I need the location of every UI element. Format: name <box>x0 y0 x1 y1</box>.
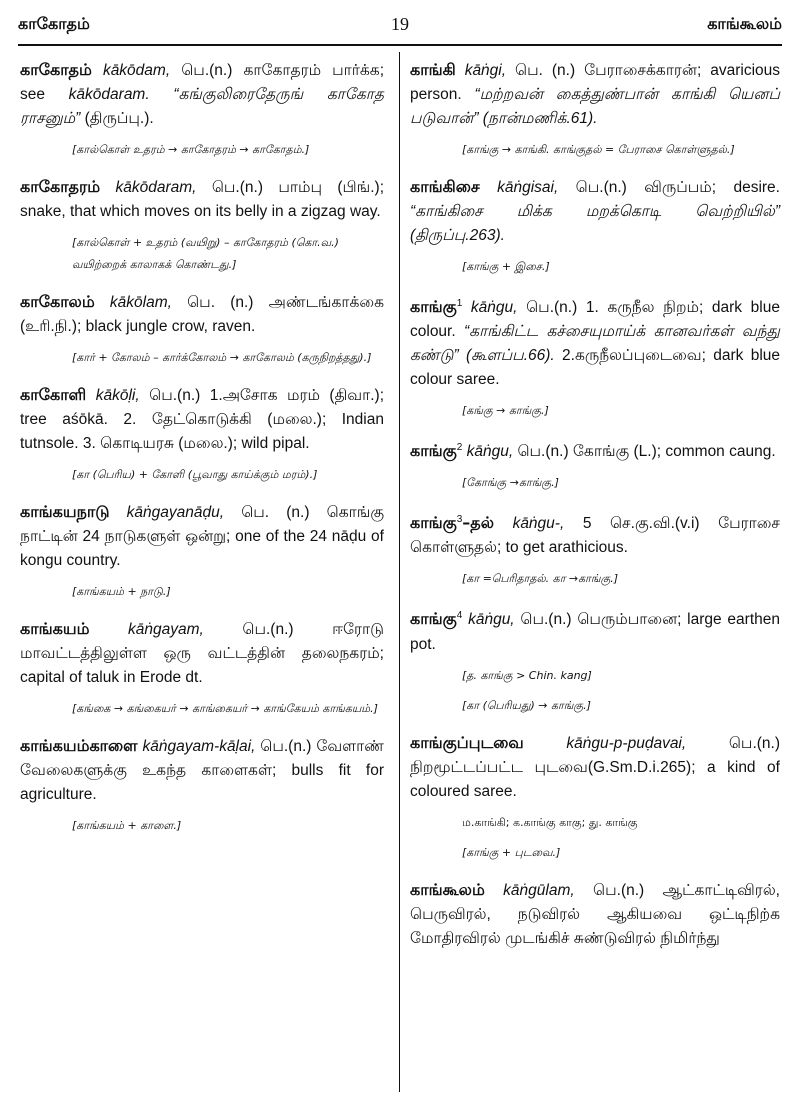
etymology: [கோங்கு →காங்கு.] <box>462 476 559 490</box>
headword: காங்கிசை <box>410 177 480 196</box>
transliteration: kākōdam, <box>102 62 171 79</box>
entry <box>410 58 780 161</box>
homonym-number: 1 <box>456 298 463 309</box>
entry <box>20 290 384 369</box>
header-first-word: காகோதம் <box>18 14 90 33</box>
definition: 5 செ.கு.வி.(v.i) பேராசை கொள்ளுதல்; to get arathicious. <box>410 515 780 557</box>
entry <box>20 383 384 486</box>
quote: “காங்கிட்ட கச்சையுமாய்க் கானவர்கள் வந்து கண்டு” (கூளப்ப.66). <box>410 323 780 365</box>
definition: பெ.(n.) 1.அசோக மரம் (திவா.); tree aśōkā. 2. தேட்கொடுக்கி (மலை.); Indian tutnsole. 3. கொடியரசு (மலை.); wild pipal. <box>20 387 384 452</box>
headword: காங்கயநாடு <box>20 502 110 521</box>
definition: பெ.(n.) காகோதரம் பார்க்க; see <box>20 62 385 103</box>
transliteration: kākōlam, <box>109 294 172 311</box>
headword: காங்கி <box>410 60 456 79</box>
entry <box>20 734 384 837</box>
etymology: [காங்கு + இசை.] <box>462 260 550 273</box>
page-number: 19 <box>391 14 409 34</box>
transliteration: kākōdaram, <box>115 179 197 196</box>
entry <box>20 500 384 603</box>
headword: காங்கு <box>410 513 457 533</box>
left-column <box>20 58 384 851</box>
definition: பெ.(n.) ஈரோடு மாவட்டத்திலுள்ள ஒரு வட்டத்தின் தலைநகரம்; capital of taluk in Erode dt. <box>20 621 384 686</box>
transliteration: kāṅgi, <box>464 62 507 79</box>
transliteration: kāṅgayam, <box>128 621 204 638</box>
entry <box>410 731 780 864</box>
etymology: [காங்கு → காங்கி. காங்குதல் = பேராசை கொள்ளுதல்.] <box>462 143 735 156</box>
definition: பெ. (n.) கொங்கு நாட்டின் 24 நாடுகளுள் ஒன்று; one of the 24 nāḍu of kongu country. <box>20 504 384 569</box>
headword-suffix: –தல் <box>462 513 494 533</box>
headword: காங்கூலம் <box>410 879 485 899</box>
entry <box>410 604 780 716</box>
entry <box>410 175 780 278</box>
quote: “காங்கிசை மிக்க மறக்கொடி வெற்றியில்” (திருப்பு.263). <box>410 203 780 244</box>
etymology: [கால்கொள் உதரம் → காகோதரம் → காகோதம்.] <box>72 143 310 156</box>
etymology: [கங்கு → காங்கு.] <box>462 404 549 418</box>
definition: பெ.(n.) ஆட்காட்டிவிரல், பெருவிரல், நடுவிரல் ஆகியவை ஒட்டிநிற்க மோதிரவிரல் முடங்கிச் சுண்டுவிரல் நிமிர்ந்து <box>410 881 780 947</box>
page-header <box>18 10 782 40</box>
homonym-number: 4 <box>456 610 463 622</box>
cognates: ம.காங்கி; க.காங்கு காகு; து. காங்கு <box>462 815 638 829</box>
transliteration: kāṅgisai, <box>497 179 559 196</box>
column-divider <box>399 52 400 1092</box>
entry <box>20 617 384 720</box>
etymology: [காங்கயம் + காளை.] <box>72 819 182 832</box>
header-last-word: காங்கூலம் <box>707 14 782 33</box>
header-rule <box>18 44 782 46</box>
headword: காங்கு <box>410 441 457 461</box>
definition: பெ.(n.) நிறமூட்டப்பட்ட புடவை(G.Sm.D.i.265); a kind of coloured saree. <box>410 734 780 800</box>
etymology: [கா =பெரிதாதல். கா →காங்கு.] <box>462 572 619 586</box>
transliteration: kāṅgu, <box>466 443 514 461</box>
transliteration: kāṅgu-p-puḍavai, <box>566 734 687 752</box>
entry <box>410 292 780 422</box>
etymology: [த. காங்கு > Chin. kang] <box>462 668 592 682</box>
etymology: [கா (பெரிய) + கோளி (பூவாது காய்க்கும் மரம்).] <box>72 468 318 481</box>
etymology: [கார் + கோலம் – கார்க்கோலம் → காகோலம் (கருநிறத்தது).] <box>72 351 372 364</box>
headword: காங்கு <box>410 609 457 629</box>
transliteration: kāṅgu, <box>470 299 518 317</box>
etymology: [கா (பெரியது) → காங்கு.] <box>462 698 591 712</box>
headword: காங்கு <box>410 297 457 317</box>
citation: (திருப்பு.). <box>80 110 154 127</box>
definition: பெ.(n.) வேளாண் வேலைகளுக்கு உகந்த காளைகள்; bulls fit for agriculture. <box>20 738 384 803</box>
definition: பெ.(n.) பாம்பு (பிங்.); snake, that which moves on its belly in a zigzag way. <box>20 179 384 220</box>
headword: காங்குப்புடவை <box>410 732 524 752</box>
headword: காங்கயம் <box>20 619 90 638</box>
homonym-number: 2 <box>456 442 463 454</box>
etymology: [காங்கு + புடவை.] <box>462 845 561 859</box>
definition: பெ.(n.) 1. கருநீல நிறம்; dark blue colour. <box>410 299 780 341</box>
definition: பெ. (n.) அண்டங்காக்கை (உரி.நி.); black jungle crow, raven. <box>20 294 384 335</box>
transliteration: kāṅgu, <box>468 611 515 629</box>
etymology: [கங்கை → கங்கையர் → காங்கையர் → காங்கேயம் காங்கயம்.] <box>72 702 378 715</box>
entry <box>20 58 384 161</box>
entry <box>410 878 780 951</box>
etymology: [காங்கயம் + நாடு.] <box>72 585 171 598</box>
transliteration: kākōḷi, <box>95 387 140 404</box>
quote: kākōdaram. “கங்குலிரைதேருங் காகோத ராசனும்” <box>20 86 384 127</box>
definition: பெ. (n.) பேராசைக்காரன்; avaricious person. <box>410 62 781 103</box>
entry <box>410 508 780 590</box>
transliteration: kāṅgūlam, <box>503 881 575 899</box>
definition-continued: 2.கருநீலப்புடைவை; dark blue colour saree. <box>410 347 781 389</box>
transliteration: kāṅgayanāḍu, <box>126 504 225 521</box>
entry <box>410 436 780 494</box>
right-column <box>410 58 780 951</box>
entry <box>20 175 384 276</box>
transliteration: kāṅgayam-kāḷai, <box>142 738 256 755</box>
headword: காகோதரம் <box>20 177 101 196</box>
definition: பெ.(n.) விருப்பம்; desire. <box>558 179 780 196</box>
definition: பெ.(n.) கோங்கு (L.); common caung. <box>513 443 776 461</box>
definition: பெ.(n.) பெரும்பானை; large earthen pot. <box>410 611 780 653</box>
homonym-number: 3 <box>456 514 463 526</box>
etymology: [கால்கொள் + உதரம் (வயிறு) – காகோதரம் (கொ.வ.) வயிற்றைக் காலாகக் கொண்டது.] <box>72 236 339 271</box>
transliteration: kāṅgu-, <box>512 515 565 533</box>
headword: காங்கயம்காளை <box>20 736 138 755</box>
headword: காகோளி <box>20 385 87 404</box>
headword: காகோதம் <box>20 60 92 79</box>
headword: காகோலம் <box>20 292 95 311</box>
quote: “மற்றவன் கைத்துண்பான் காங்கி யெனப் படுவான்” (நான்மணிக்.61). <box>410 86 780 127</box>
